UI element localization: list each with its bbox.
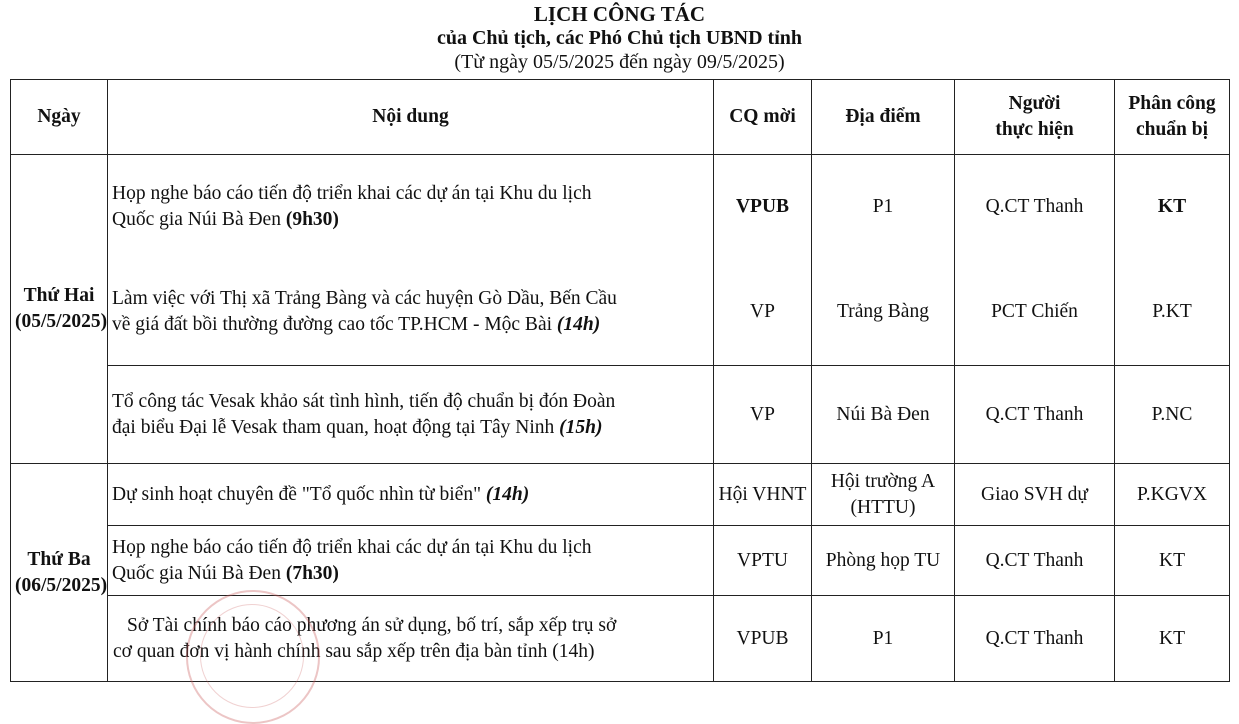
col-header-performer: Người thực hiện <box>955 80 1115 155</box>
event-content: Làm việc với Thị xã Trảng Bàng và các huyện Gò Dầu, Bến Cầu về giá đất bồi thường đường cao tốc TP.HCM - Mộc Bài (14h) <box>108 260 714 366</box>
event-inviter: VP <box>714 260 812 366</box>
document-subtitle: của Chủ tịch, các Phó Chủ tịch UBND tỉnh <box>436 27 803 49</box>
event-prep: KT <box>1115 526 1230 596</box>
event-performer: Q.CT Thanh <box>955 366 1115 464</box>
event-content: Dự sinh hoạt chuyên đề "Tổ quốc nhìn từ biển" (14h) <box>108 464 714 526</box>
col-header-prep: Phân công chuẩn bị <box>1115 80 1230 155</box>
col-header-inviter: CQ mời <box>714 80 812 155</box>
event-location: Núi Bà Đen <box>812 366 955 464</box>
event-location: P1 <box>812 155 955 260</box>
event-inviter: VP <box>714 366 812 464</box>
event-inviter: VPUB <box>714 155 812 260</box>
event-prep: P.KT <box>1115 260 1230 366</box>
event-performer: Giao SVH dự <box>955 464 1115 526</box>
event-location: Trảng Bàng <box>812 260 955 366</box>
schedule-table <box>10 79 1230 682</box>
event-location: Phòng họp TU <box>812 526 955 596</box>
event-prep: P.NC <box>1115 366 1230 464</box>
event-location: Hội trường A (HTTU) <box>812 464 955 526</box>
day-cell-monday: Thứ Hai (05/5/2025) <box>11 155 108 464</box>
event-performer: Q.CT Thanh <box>955 596 1115 682</box>
col-header-location: Địa điểm <box>812 80 955 155</box>
col-header-content: Nội dung <box>108 80 714 155</box>
event-prep: KT <box>1115 155 1230 260</box>
event-inviter: Hội VHNT <box>714 464 812 526</box>
table-row <box>11 526 1230 596</box>
event-content: Họp nghe báo cáo tiến độ triển khai các dự án tại Khu du lịch Quốc gia Núi Bà Đen (9h30) <box>108 155 714 260</box>
event-prep: KT <box>1115 596 1230 682</box>
date-range: (Từ ngày 05/5/2025 đến ngày 09/5/2025) <box>454 51 785 73</box>
event-content: Họp nghe báo cáo tiến độ triển khai các dự án tại Khu du lịch Quốc gia Núi Bà Đen (7h30) <box>108 526 714 596</box>
table-row <box>11 260 1230 366</box>
table-row <box>11 596 1230 682</box>
event-prep: P.KGVX <box>1115 464 1230 526</box>
event-location: P1 <box>812 596 955 682</box>
table-row <box>11 464 1230 526</box>
event-performer: Q.CT Thanh <box>955 526 1115 596</box>
event-performer: Q.CT Thanh <box>955 155 1115 260</box>
document-title: LỊCH CÔNG TÁC <box>533 2 706 26</box>
col-header-day: Ngày <box>11 80 108 155</box>
table-header-row <box>11 80 1230 155</box>
event-content: Sở Tài chính báo cáo phương án sử dụng, bố trí, sắp xếp trụ sở cơ quan đơn vị hành chính sau sắp xếp trên địa bàn tỉnh (14h) <box>108 596 714 682</box>
event-inviter: VPTU <box>714 526 812 596</box>
event-content: Tổ công tác Vesak khảo sát tình hình, tiến độ chuẩn bị đón Đoàn đại biểu Đại lễ Vesak tham quan, hoạt động tại Tây Ninh (15h) <box>108 366 714 464</box>
table-row <box>11 366 1230 464</box>
event-inviter: VPUB <box>714 596 812 682</box>
day-cell-tuesday: Thứ Ba (06/5/2025) <box>11 464 108 682</box>
event-performer: PCT Chiến <box>955 260 1115 366</box>
table-row <box>11 155 1230 260</box>
